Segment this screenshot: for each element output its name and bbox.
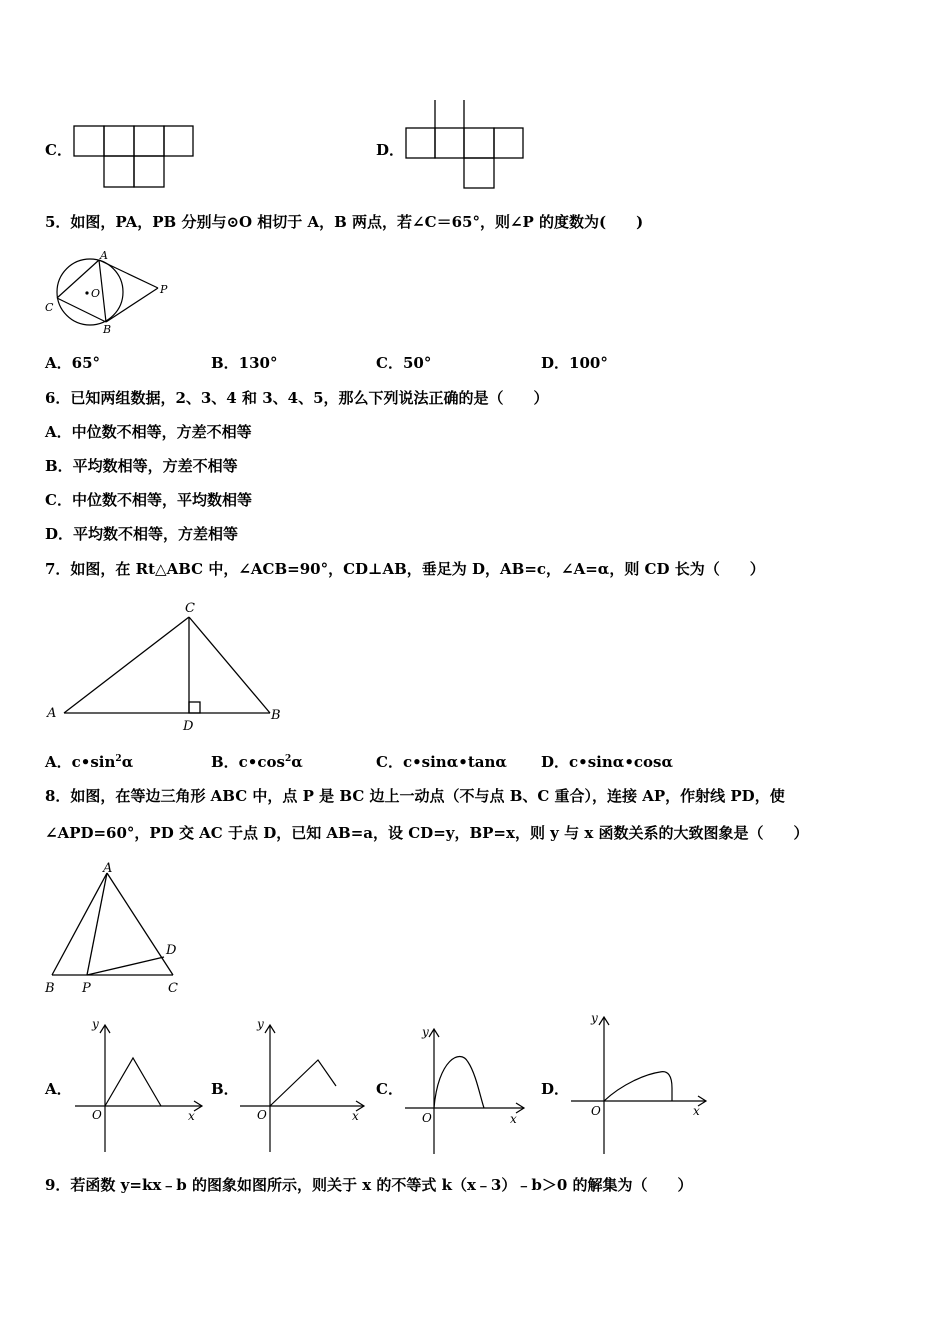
q7-option-a: A．$c•\sin^2\alpha$ [45, 753, 134, 771]
q5-label-b: B [103, 323, 112, 336]
q8-graph-a-x-label: x [188, 1109, 195, 1123]
q5-label-p: P [160, 283, 168, 296]
q8-graph-option-c-label: C． [376, 1080, 403, 1098]
q7-option-b: B．$c•\cos^2\alpha$ [211, 753, 303, 771]
q8-graph-b-x-label: x [352, 1109, 359, 1123]
q7-label-b: B [271, 708, 281, 723]
q4-option-d-net-figure [402, 98, 532, 192]
q8-graph-d-origin: O [591, 1104, 601, 1118]
q8-graph-option-a-label: A． [45, 1080, 72, 1098]
q8-label-b: B [45, 981, 55, 996]
q8-graph-a-y-label: y [92, 1017, 99, 1031]
q4-option-c-net-figure [70, 122, 200, 194]
q5-option-c: C．50° [376, 354, 432, 372]
q6-stem: 6．已知两组数据，2、3、4 和 3、4、5，那么下列说法正确的是（ ） [45, 389, 549, 407]
q8-label-d: D [166, 943, 177, 958]
q8-graph-c-y-label: y [422, 1025, 429, 1039]
q4-option-d-label: D． [376, 141, 405, 159]
q5-label-c: C [45, 301, 54, 314]
q7-label-a: A [47, 706, 57, 721]
q6-option-a: A．中位数不相等，方差不相等 [45, 423, 252, 441]
q8-equilateral-triangle-figure [40, 860, 190, 998]
q5-label-a: A [100, 249, 108, 262]
q7-stem: 7．如图，在 Rt△ABC 中，∠ACB=90°，CD⊥AB，垂足为 D，AB=c，∠A=α，则 CD 长为（ ） [45, 560, 765, 578]
q9-stem: 9．若函数 y=kx﹣b 的图象如图所示，则关于 x 的不等式 k（x﹣3）﹣b＞0 的解集为（ ） [45, 1176, 693, 1194]
q8-graph-c-origin: O [422, 1111, 432, 1125]
q8-stem-line1: 8．如图，在等边三角形 ABC 中，点 P 是 BC 边上一动点（不与点 B、C 重合），连接 AP，作射线 PD，使 [45, 787, 785, 805]
q6-option-d: D．平均数不相等，方差相等 [45, 525, 239, 543]
q8-label-p: P [82, 981, 91, 996]
q7-option-c: C．c•sinα•tanα [376, 753, 507, 771]
q8-graph-b-origin: O [257, 1108, 267, 1122]
q6-option-b: B．平均数相等，方差不相等 [45, 457, 238, 475]
q8-graph-option-b-label: B． [211, 1080, 239, 1098]
q7-option-d: D．c•sinα•cosα [541, 753, 674, 771]
q7-label-c: C [185, 601, 195, 616]
q8-label-a: A [103, 861, 113, 876]
q5-option-d: D．100° [541, 354, 608, 372]
q8-label-c: C [168, 981, 178, 996]
q5-option-b: B．130° [211, 354, 278, 372]
q8-graph-c-x-label: x [510, 1112, 517, 1126]
q8-graph-a [70, 1016, 205, 1158]
q8-graph-b [232, 1016, 367, 1158]
q4-option-c-label: C． [45, 141, 72, 159]
q7-label-d: D [183, 719, 194, 734]
q8-graph-d [566, 1010, 711, 1158]
q8-graph-option-d-label: D． [541, 1080, 570, 1098]
q8-stem-line2: ∠APD=60°，PD 交 AC 于点 D，已知 AB=a，设 CD=y，BP=x，则 y 与 x 函数关系的大致图象是（ ） [45, 824, 809, 842]
q5-option-a: A．65° [45, 354, 101, 372]
q5-circle-tangent-figure [40, 248, 180, 338]
q5-label-o: O [91, 287, 101, 300]
q8-graph-b-y-label: y [257, 1017, 264, 1031]
q7-right-triangle-figure [40, 596, 290, 736]
q8-graph-c [400, 1020, 528, 1158]
q5-stem: 5．如图，PA，PB 分别与⊙O 相切于 A，B 两点，若∠C＝65°，则∠P 的度数为( ) [45, 213, 644, 231]
q8-graph-d-x-label: x [693, 1104, 700, 1118]
q6-option-c: C．中位数不相等，平均数相等 [45, 491, 252, 509]
q8-graph-a-origin: O [92, 1108, 102, 1122]
q8-graph-d-y-label: y [591, 1011, 598, 1025]
